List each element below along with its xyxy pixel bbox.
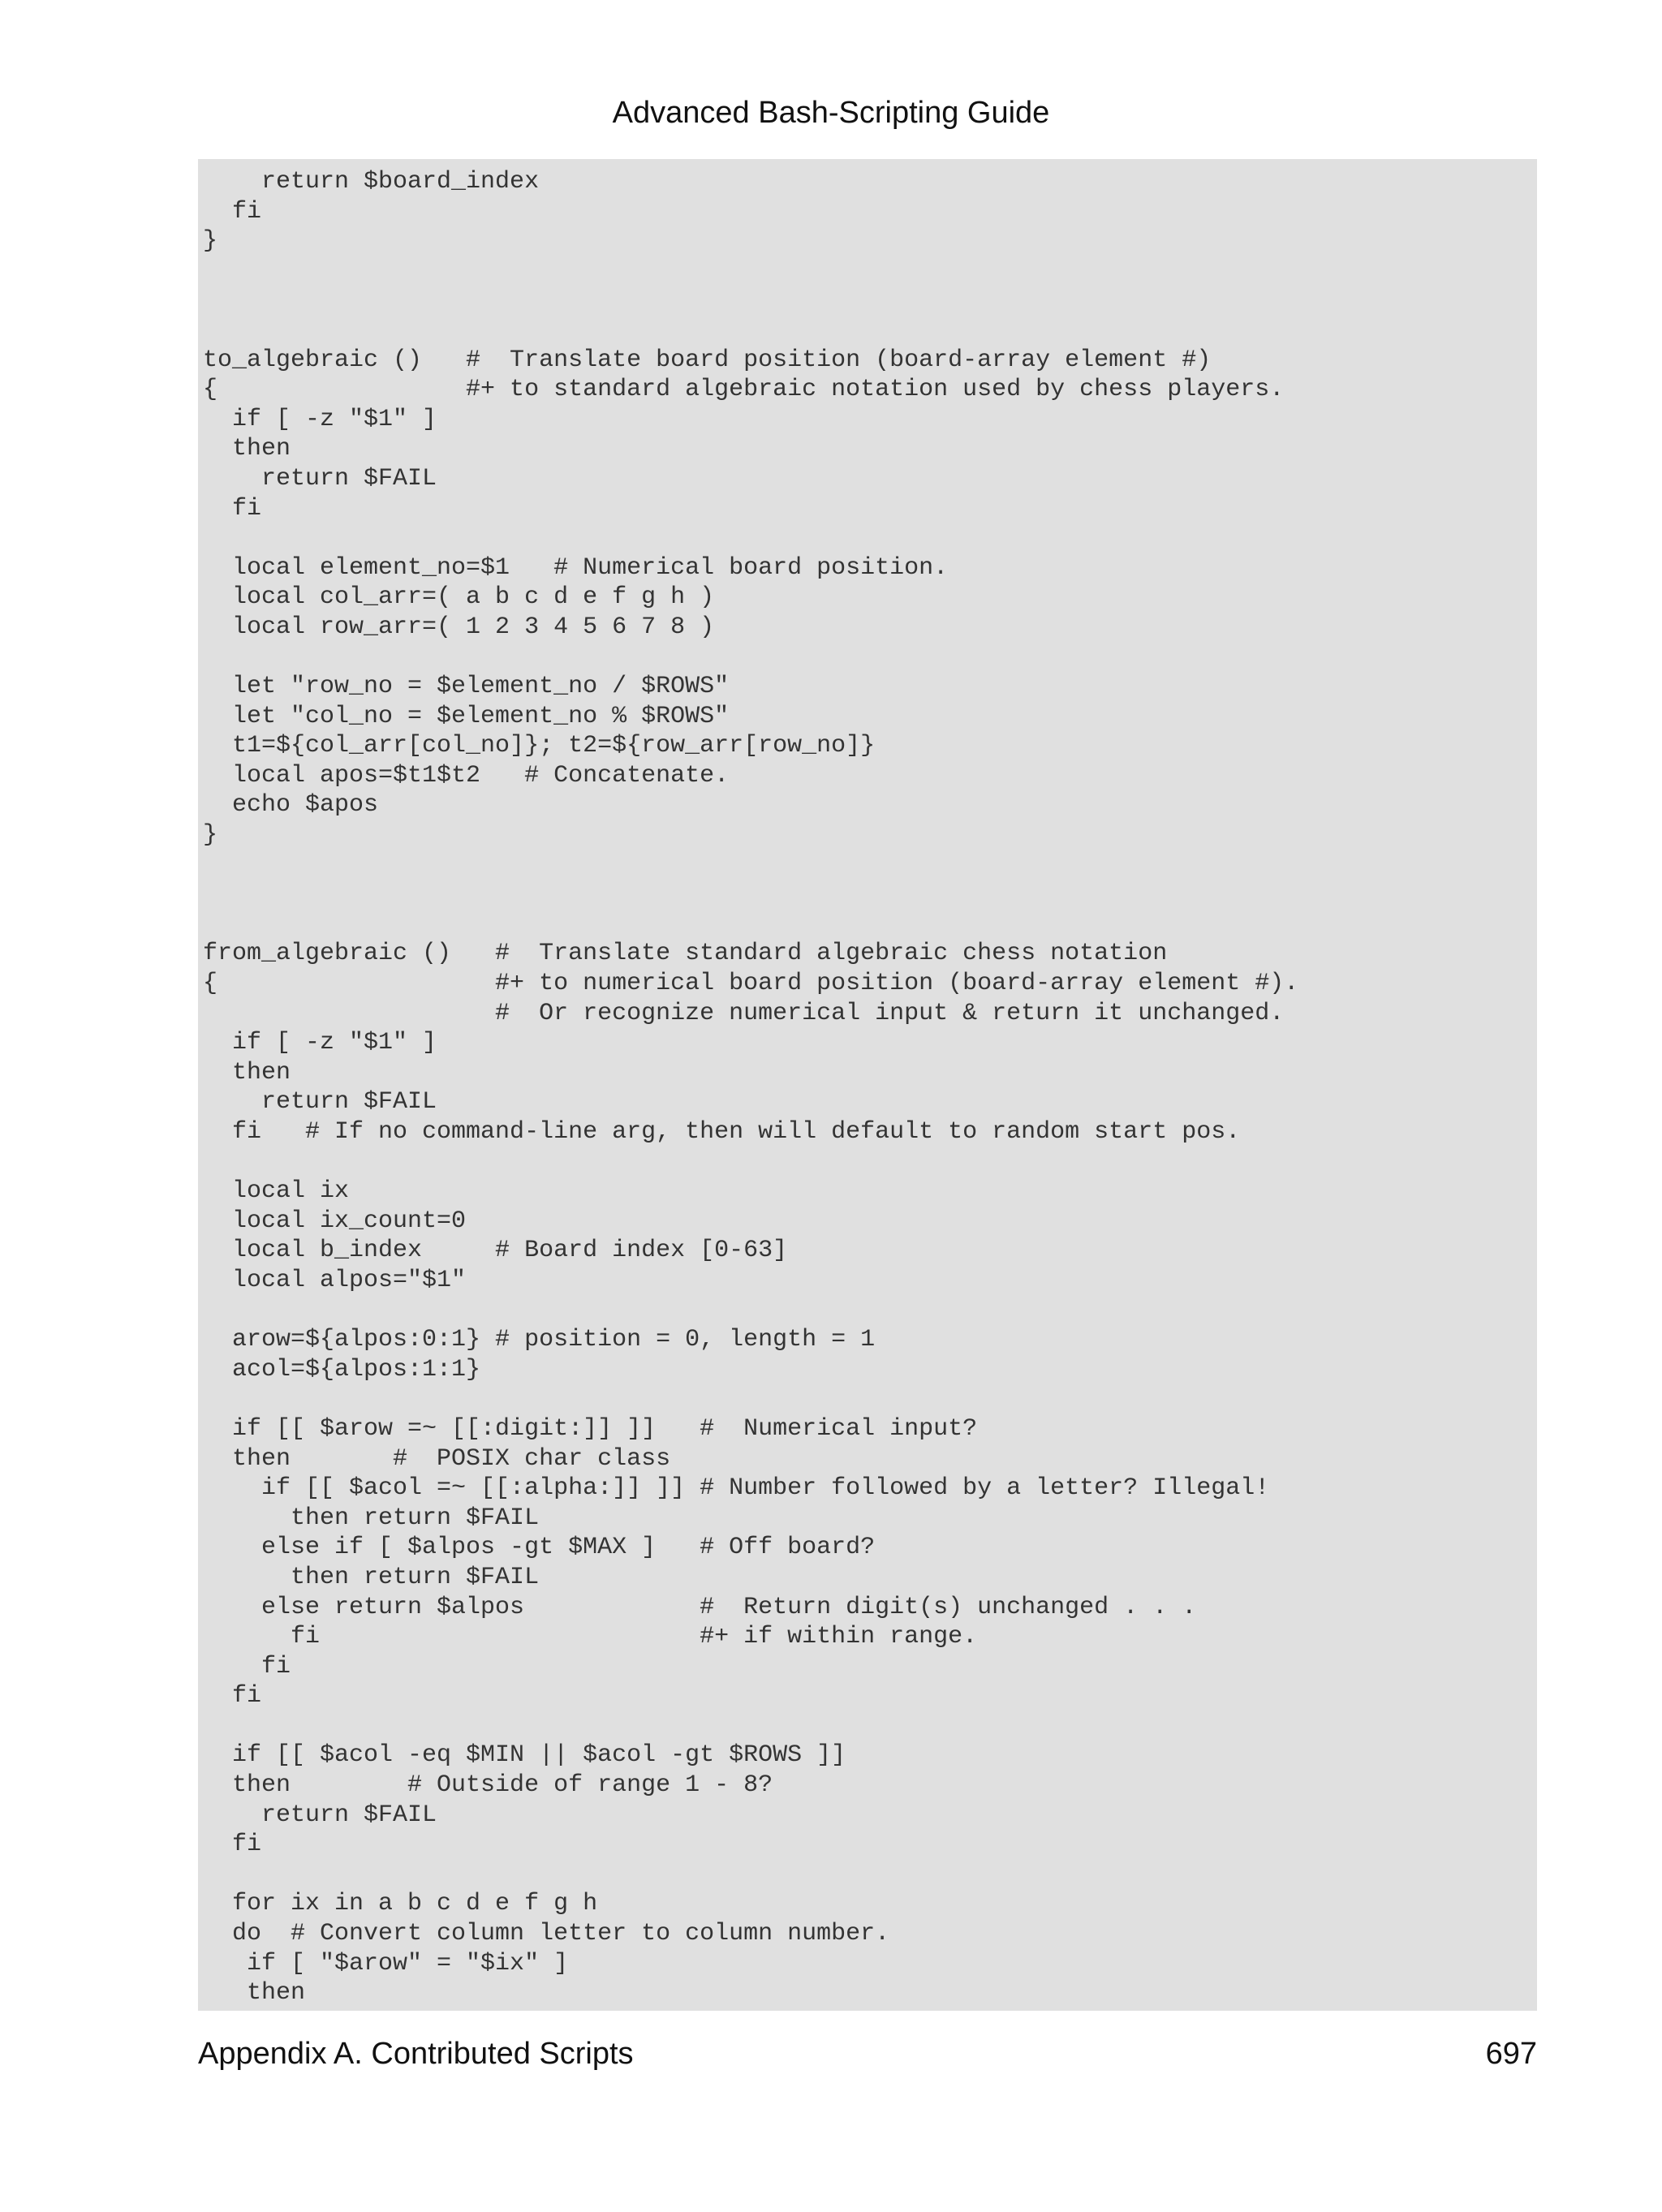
footer-section-title: Appendix A. Contributed Scripts xyxy=(198,2037,634,2071)
page-header-title: Advanced Bash-Scripting Guide xyxy=(612,96,1050,130)
footer-page-number: 697 xyxy=(1485,2037,1537,2071)
code-text: return $board_index fi } to_algebraic () # Translate board position (board-array element #) { #+ to standard algebraic notation used by chess players. if [ -z "$1" ] then return $FAIL fi local element_no=$1 # Numerical board position. local col_arr=( a b c d e f g h ) local row_arr=( 1 2 3 4 5 6 7 8 ) let "row_no = $element_no / $ROWS" let "col_no = $element_no % $ROWS" t1=${col_arr[col_no]}; t2=${row_arr[row_no]} local apos=$t1$t2 # Concatenate. echo $apos } from_algebraic () # Translate standard algebraic chess notation { #+ to numerical board position (board-array element #). # Or recognize numerical input & return it unchanged. if [ -z "$1" ] then return $FAIL fi # If no command-line arg, then will default to random start pos. local ix local ix_count=0 local b_index # Board index [0-63] local alpos="$1" arow=${alpos:0:1} # position = 0, length = 1 acol=${alpos:1:1} if [[ $arow =~ [[:digit:]] ]] # Numerical input? then # POSIX char class if [[ $acol =~ [[:alpha:]] ]] # Number followed by a letter? Illegal! then return $FAIL else if [ $alpos -gt $MAX ] # Off board? then return $FAIL else return $alpos # Return digit(s) unchanged . . . fi #+ if within range. fi fi if [[ $acol -eq $MIN || $acol -gt $ROWS ]] then # Outside of range 1 - 8? return $FAIL fi for ix in a b c d e f g h do # Convert column letter to column number. if [ "$arow" = "$ix" ] then xyxy=(203,168,1299,2008)
code-listing xyxy=(198,159,1537,2011)
